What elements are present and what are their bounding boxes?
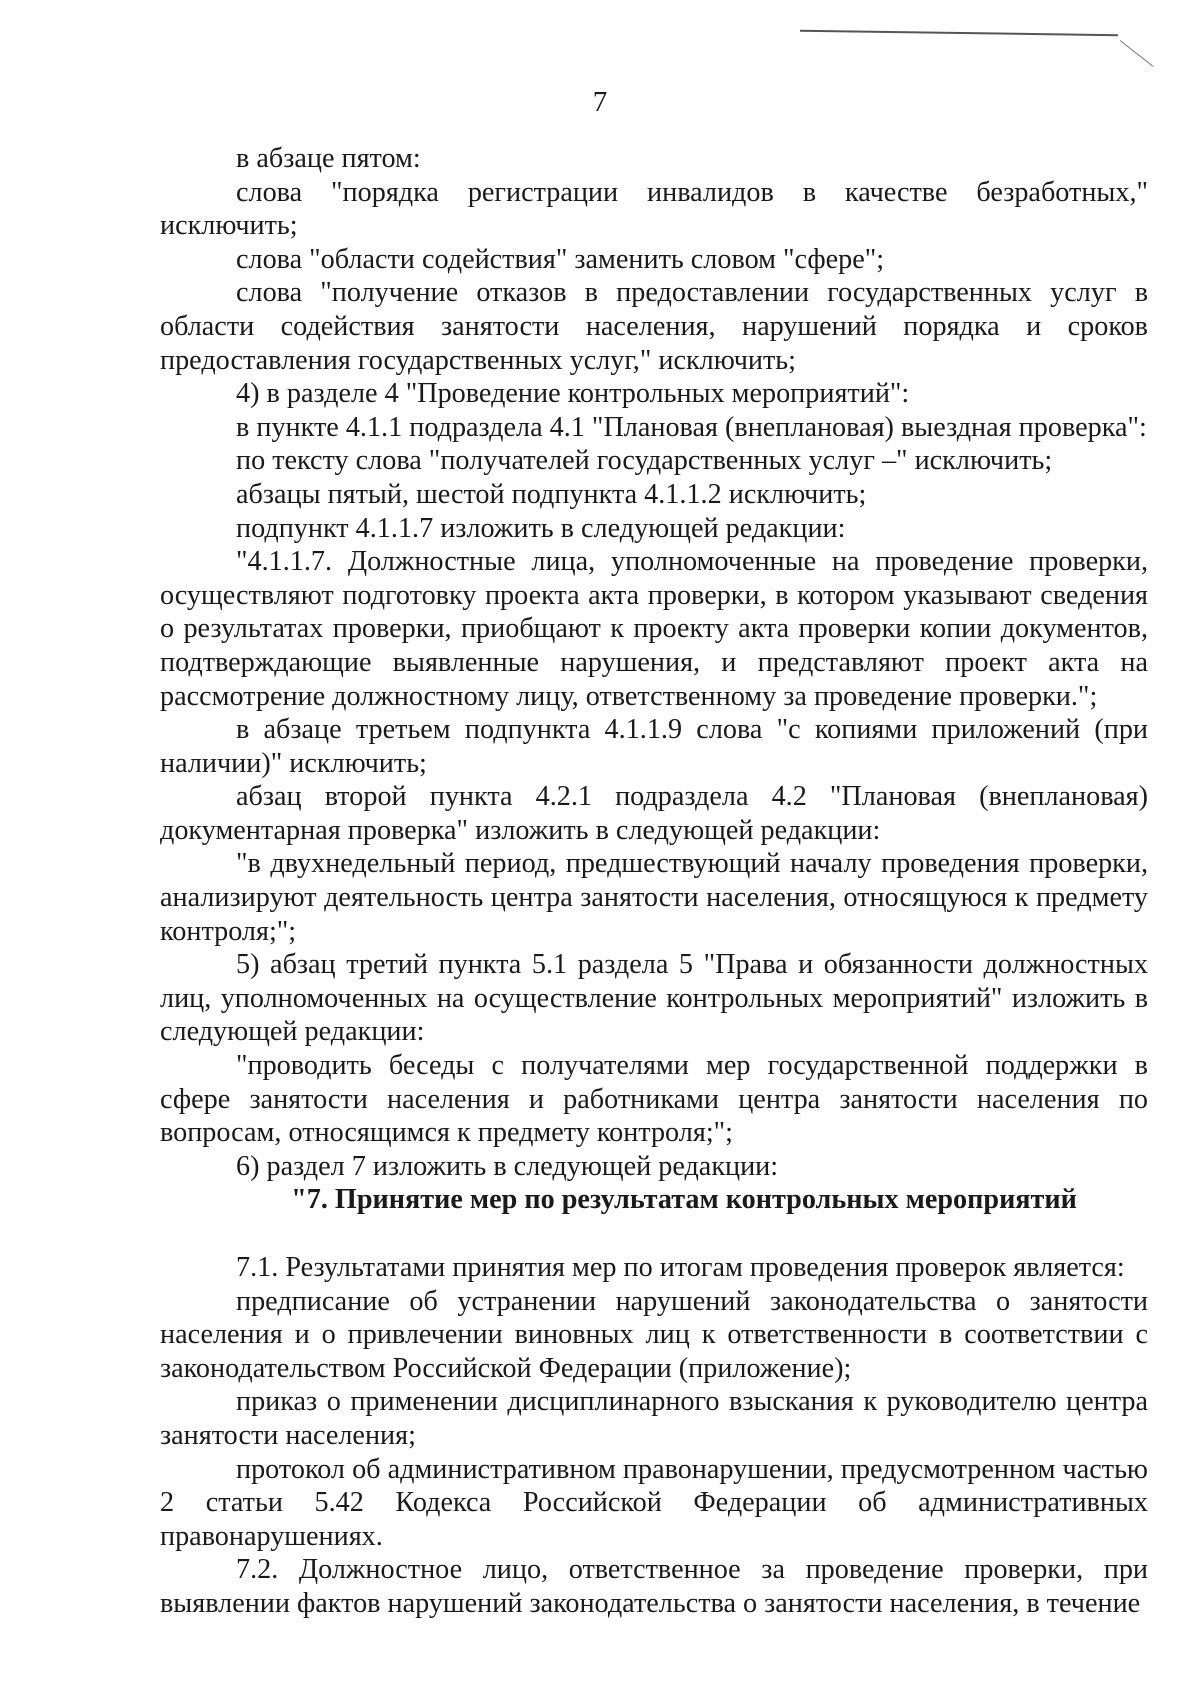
paragraph: слова "области содействия" заменить словом "сфере"; bbox=[236, 243, 885, 275]
paragraph: 4) в разделе 4 "Проведение контрольных мероприятий": bbox=[236, 378, 910, 410]
paragraph: абзацы пятый, шестой подпункта 4.1.1.2 исключить; bbox=[236, 478, 867, 510]
paragraph: по тексту слова "получателей государственных услуг –" исключить; bbox=[236, 445, 1053, 477]
paragraph: в абзаце третьем подпункта 4.1.1.9 слова "с копиями приложений (при наличии)" исключить; bbox=[160, 714, 1148, 779]
paragraph: "в двухнедельный период, предшествующий началу проведения проверки, анализируют деятельность центра занятости населения, относящуюся к предмету контроля;"; bbox=[160, 848, 1148, 947]
paragraph: абзац второй пункта 4.2.1 подраздела 4.2 "Плановая (внеплановая) документарная проверка" изложить в следующей редакции: bbox=[160, 781, 1148, 846]
paragraph: 6) раздел 7 изложить в следующей редакции: bbox=[236, 1150, 779, 1182]
scan-artifact-line bbox=[800, 30, 1118, 36]
paragraph: в абзаце пятом: bbox=[236, 143, 421, 174]
document-body bbox=[160, 142, 1148, 1621]
section-heading: "7. Принятие мер по результатам контрольных мероприятий bbox=[291, 1184, 1077, 1216]
paragraph: "4.1.1.7. Должностные лица, уполномоченные на проведение проверки, осуществляют подготовку проекта акта проверки, в котором указывают сведения о результатах проверки, приобщают к проекту акта проверки копии документов, подтверждающие выявленные нарушения, и представляют проект акта на рассмотрение должностному лицу, ответственному за проведение проверки."; bbox=[160, 546, 1148, 712]
scan-artifact-tick bbox=[1120, 40, 1154, 67]
paragraph: 7.2. Должностное лицо, ответственное за проведение проверки, при выявлении фактов нарушений законодательства о занятости населения, в течение bbox=[160, 1554, 1148, 1619]
paragraph: слова "порядка регистрации инвалидов в качестве безработных," исключить; bbox=[160, 176, 1148, 242]
paragraph: протокол об административном правонарушении, предусмотренном частью 2 статьи 5.42 Кодекса Российской Федерации об административных правонарушениях. bbox=[160, 1453, 1148, 1552]
paragraph: слова "получение отказов в предоставлении государственных услуг в области содействия занятости населения, нарушений порядка и сроков предоставления государственных услуг," исключить; bbox=[160, 277, 1148, 376]
paragraph: подпункт 4.1.1.7 изложить в следующей редакции: bbox=[236, 512, 846, 544]
paragraph: 5) абзац третий пункта 5.1 раздела 5 "Права и обязанности должностных лиц, уполномоченных на осуществление контрольных мероприятий" изложить в следующей редакции: bbox=[160, 949, 1148, 1048]
paragraph: "проводить беседы с получателями мер государственной поддержки в сфере занятости населения и работниками центра занятости населения по вопросам, относящимся к предмету контроля;"; bbox=[160, 1050, 1148, 1149]
page-number: 7 bbox=[592, 86, 608, 118]
paragraph: в пункте 4.1.1 подраздела 4.1 "Плановая (внеплановая) выездная проверка": bbox=[236, 411, 1147, 443]
spacer bbox=[160, 1217, 1148, 1251]
paragraph: приказ о применении дисциплинарного взыскания к руководителю центра занятости населения; bbox=[160, 1386, 1148, 1451]
paragraph: 7.1. Результатами принятия мер по итогам проведения проверок является: bbox=[236, 1252, 1125, 1283]
paragraph: предписание об устранении нарушений законодательства о занятости населения и о привлечении виновных лиц к ответственности в соответствии с законодательством Российской Федерации (приложение); bbox=[160, 1285, 1148, 1384]
